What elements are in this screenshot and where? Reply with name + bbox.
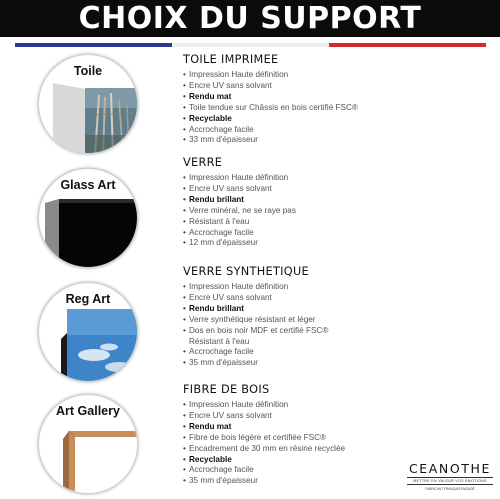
feature-item: • Accrochage facile [183,465,483,476]
product-circle-reg-art[interactable] [38,282,138,382]
page-title: CHOIX DU SUPPORT [78,1,422,36]
feature-item: • Rendu mat [183,92,483,103]
brand-divider [407,477,493,478]
feature-item: • Verre synthétique résistant et léger [183,315,483,326]
feature-item: • 12 mm d'épaisseur [183,238,483,249]
feature-list [183,70,483,146]
feature-list [183,173,483,249]
circle-label: Glass Art [60,178,116,192]
feature-item: • Encre UV sans solvant [183,81,483,92]
brand-tagline: METTRE EN VALEUR VOS ÉMOTIONS [413,479,487,483]
flag-white-segment [172,43,329,47]
header-bar [0,0,500,37]
circle-label: Reg Art [65,292,111,306]
feature-item: • Impression Haute définition [183,282,483,293]
product-verre-synthetique [183,265,483,369]
feature-item: • 35 mm d'épaisseur [183,476,483,487]
feature-item: • Accrochage facile [183,228,483,239]
brand-divider [407,484,493,485]
feature-item: • Rendu mat [183,422,483,433]
feature-item: • Accrochage facile [183,347,483,358]
feature-item: • Impression Haute définition [183,400,483,411]
feature-item: • Rendu brillant [183,195,483,206]
product-verre [183,156,483,249]
product-title: VERRE [183,156,223,169]
circle-label: Toile [73,64,103,78]
product-circle-art-gallery[interactable] [38,394,138,494]
brand-logo [405,461,495,491]
product-circle-glass-art[interactable] [38,168,138,268]
feature-item: • Recyclable [183,455,483,466]
feature-item: • Encre UV sans solvant [183,411,483,422]
feature-item: • Dos en bois noir MDF et certifié FSC® [183,326,483,337]
feature-item: Résistant à l'eau [189,336,250,346]
brand-name: CEANOTHE [408,461,492,476]
product-title: TOILE IMPRIMEE [183,53,279,66]
product-toile [183,53,483,146]
feature-item: • Résistant à l'eau [183,217,483,228]
flag-blue-segment [15,43,172,47]
feature-item: • Encre UV sans solvant [183,184,483,195]
flag-red-segment [329,43,486,47]
product-circle-toile[interactable] [38,54,138,154]
circle-label: Art Gallery [56,404,120,418]
feature-item: • Toile tendue sur Châssis en bois certifié FSC® [183,103,483,114]
feature-item: • 33 mm d'épaisseur [183,135,483,146]
feature-item: • 35 mm d'épaisseur [183,358,483,369]
feature-item: • Rendu brillant [183,304,483,315]
feature-item: • Verre minéral, ne se raye pas [183,206,483,217]
feature-list [183,282,483,369]
feature-item: • Recyclable [183,114,483,125]
brand-subline: FABRICANT FRANÇAIS ENGAGÉ [425,487,475,491]
feature-item: • Encadrement de 30 mm en résine recyclée [183,444,483,455]
feature-item: • Fibre de bois légère et certifiée FSC® [183,433,483,444]
feature-item: • Encre UV sans solvant [183,293,483,304]
feature-item: • Impression Haute définition [183,70,483,81]
product-title: FIBRE DE BOIS [183,383,270,396]
feature-item: • Impression Haute définition [183,173,483,184]
product-title: VERRE SYNTHETIQUE [183,265,309,278]
french-flag-stripe [15,43,486,47]
feature-item: • Accrochage facile [183,125,483,136]
